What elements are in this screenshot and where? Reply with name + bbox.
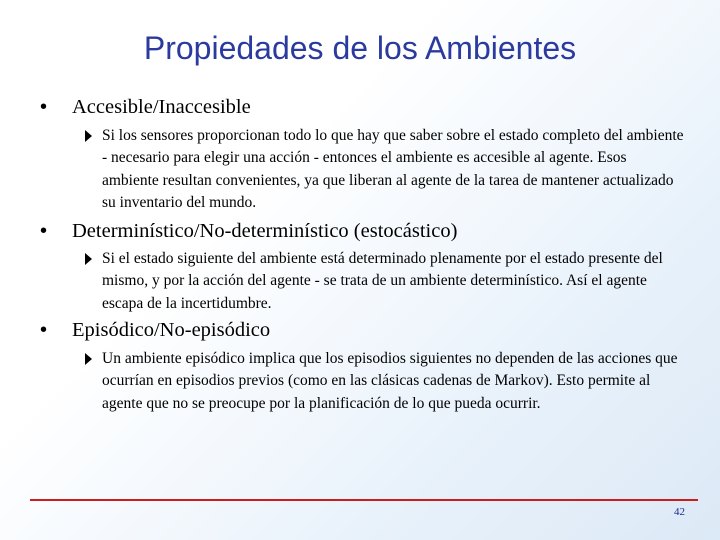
sub-bullet-accesible — [85, 125, 685, 214]
bullet-heading: Episódico/No-episódico — [72, 319, 271, 341]
bullet-heading: Accesible/Inaccesible — [72, 96, 251, 118]
sub-bullet-deterministico — [85, 248, 685, 315]
sub-bullet-text: Un ambiente episódico implica que los episodios siguientes no dependen de las acciones que ocurrían en episodios previos (como en las clásicas cadenas de Markov). Esto permite al agente que no se preocupe por la planificación de lo que pueda ocurrir. — [102, 350, 678, 412]
footer-divider — [30, 499, 698, 501]
sub-bullet-text: Si los sensores proporcionan todo lo que hay que saber sobre el estado completo del ambiente - necesario para elegir una acción - entonces el ambiente es accesible al agente. Esos ambiente resultan convenientes, ya que liberan al agente de la tarea de mantener actualizado su inventario del mundo. — [102, 127, 684, 211]
triangle-arrow-icon — [85, 253, 92, 265]
slide-title: Propiedades de los Ambientes — [143, 30, 577, 66]
bullet-dot-icon: • — [40, 96, 48, 118]
sub-bullet-episodico — [85, 348, 685, 415]
bullet-dot-icon: • — [40, 319, 48, 341]
page-number: 42 — [674, 506, 685, 518]
bullet-dot-icon: • — [40, 220, 48, 242]
triangle-arrow-icon — [85, 130, 92, 142]
triangle-arrow-icon — [85, 353, 92, 365]
sub-bullet-text: Si el estado siguiente del ambiente está determinado plenamente por el estado presente del mismo, y por la acción del agente - se trata de un ambiente determinístico. Así el agente escapa de la incertidumbre. — [102, 250, 663, 312]
bullet-heading: Determinístico/No-determinístico (estocástico) — [72, 220, 458, 242]
